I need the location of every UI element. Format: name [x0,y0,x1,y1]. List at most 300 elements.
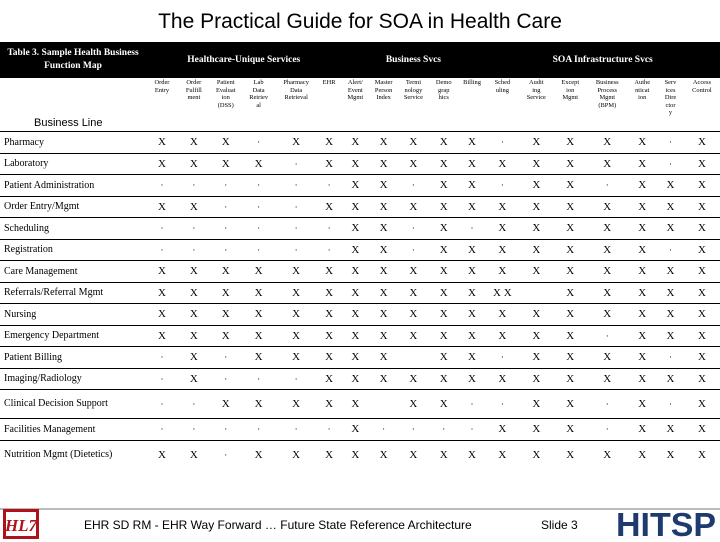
matrix-cell: · [459,390,486,419]
matrix-cell: X [657,368,684,390]
matrix-cell: X [429,440,459,469]
matrix-cell: X [587,440,627,469]
matrix-cell: X [553,390,587,419]
matrix-cell: X [242,390,276,419]
matrix-cell: X [519,325,553,347]
matrix-cell: X [657,440,684,469]
matrix-cell: X [519,218,553,240]
matrix-cell: X [485,218,519,240]
matrix-cell: X [657,261,684,283]
slide-number: Slide 3 [541,518,578,532]
matrix-cell: X [684,282,720,304]
matrix-cell: X [553,440,587,469]
matrix-cell: X [657,196,684,218]
matrix-cell: · [485,390,519,419]
matrix-cell: X [276,347,317,369]
table-row [0,218,720,240]
matrix-cell: X [587,368,627,390]
matrix-cell: X [341,419,369,441]
matrix-cell: X [459,282,486,304]
row-label: Nutrition Mgmt (Dietetics) [0,440,146,469]
matrix-cell: X [276,132,317,154]
matrix-cell: · [242,218,276,240]
row-label: Referrals/Referral Mgmt [0,282,146,304]
matrix-cell: X [178,261,210,283]
matrix-cell: · [429,419,459,441]
matrix-cell: · [459,419,486,441]
matrix-cell: X [178,153,210,175]
table-body [0,132,720,469]
column-header: Order Entry [154,79,170,94]
matrix-cell: · [276,196,317,218]
column-header: Access Control [692,79,712,94]
matrix-cell: X [178,282,210,304]
column-header: Serv ices Dire ctor y [664,79,677,117]
group-header-row [0,42,720,78]
table-row [0,132,720,154]
matrix-cell: X [429,347,459,369]
matrix-cell: X [684,368,720,390]
matrix-cell: · [587,390,627,419]
row-label: Pharmacy [0,132,146,154]
matrix-cell: X [684,175,720,197]
table-row [0,419,720,441]
matrix-cell: X [587,196,627,218]
matrix-cell: X [459,196,486,218]
matrix-cell: X [369,325,398,347]
matrix-cell: X [684,196,720,218]
matrix-cell: X [429,261,459,283]
matrix-cell: · [398,175,429,197]
matrix-cell: X [657,304,684,326]
matrix-cell: X [519,304,553,326]
matrix-cell: · [210,175,242,197]
matrix-cell: X [317,153,342,175]
matrix-cell: · [146,175,178,197]
matrix-cell: · [146,239,178,261]
matrix-cell: X [627,153,657,175]
matrix-cell: X [627,282,657,304]
matrix-cell: X [627,132,657,154]
table-row [0,347,720,369]
matrix-cell: · [242,175,276,197]
matrix-cell: X [210,282,242,304]
matrix-cell: X [657,282,684,304]
matrix-cell: · [242,368,276,390]
matrix-cell: X [210,325,242,347]
matrix-cell: · [178,239,210,261]
table-row [0,390,720,419]
matrix-cell: X [429,196,459,218]
matrix-cell: X [276,440,317,469]
matrix-cell: X [429,282,459,304]
matrix-cell: X [684,347,720,369]
matrix-cell: · [276,419,317,441]
matrix-cell: X [341,239,369,261]
matrix-cell: X [553,261,587,283]
matrix-cell: X [553,368,587,390]
matrix-cell: X [519,196,553,218]
matrix-cell: · [657,390,684,419]
matrix-cell: X [369,304,398,326]
matrix-cell: X [242,261,276,283]
matrix-cell: X [459,325,486,347]
matrix-cell: X [459,347,486,369]
matrix-cell: · [587,419,627,441]
matrix-cell [369,390,398,419]
column-header-row [0,78,720,132]
matrix-cell: X [317,132,342,154]
row-label: Patient Billing [0,347,146,369]
matrix-cell: X [341,196,369,218]
matrix-cell: X [429,239,459,261]
column-header: Sched uling [494,79,511,94]
matrix-cell: · [210,368,242,390]
column-header: EHR [322,79,336,86]
matrix-cell: X [341,132,369,154]
matrix-cell: X [627,175,657,197]
matrix-cell: X [146,132,178,154]
matrix-cell: X [627,218,657,240]
matrix-cell: X [627,261,657,283]
matrix-cell: · [317,419,342,441]
matrix-cell: · [485,347,519,369]
matrix-cell: X [178,368,210,390]
matrix-cell: X [485,196,519,218]
hl7-logo-text: HL7 [4,516,38,535]
matrix-cell: X [627,325,657,347]
matrix-cell: X [146,440,178,469]
matrix-cell: X [369,153,398,175]
matrix-cell: X [317,282,342,304]
matrix-cell: X [553,347,587,369]
matrix-cell: X [684,390,720,419]
matrix-cell: X [519,390,553,419]
matrix-cell: X [146,153,178,175]
matrix-cell: X [657,419,684,441]
matrix-cell: X [684,419,720,441]
matrix-cell: X [210,304,242,326]
matrix-cell: X [369,239,398,261]
column-header: Authe nticat ion [634,79,651,102]
matrix-cell: · [146,368,178,390]
business-line-header [0,78,146,132]
matrix-cell: X [684,440,720,469]
table-caption: Table 3. Sample Health Business Function Map [0,42,146,78]
matrix-cell: · [369,419,398,441]
matrix-cell: X [178,347,210,369]
row-label: Scheduling [0,218,146,240]
matrix-cell: X [587,239,627,261]
matrix-cell: X [317,390,342,419]
matrix-cell: X [627,419,657,441]
matrix-cell: · [657,132,684,154]
row-label: Nursing [0,304,146,326]
column-header: Demo grap hics [435,79,452,102]
business-line-label: Business Line [34,117,103,130]
row-label: Facilities Management [0,419,146,441]
column-header: Audit ing Service [526,79,546,102]
matrix-cell: X [627,196,657,218]
matrix-cell: X [684,261,720,283]
matrix-cell: X [398,368,429,390]
row-label: Emergency Department [0,325,146,347]
matrix-cell: X [178,440,210,469]
matrix-cell: X [317,440,342,469]
matrix-cell: X [553,132,587,154]
matrix-cell: X [398,261,429,283]
matrix-cell: X [459,175,486,197]
matrix-cell: · [485,175,519,197]
matrix-cell: X [587,347,627,369]
matrix-cell: X [485,419,519,441]
column-header: Alert/ Event Mgmt [347,79,364,102]
matrix-cell: X [210,153,242,175]
matrix-cell: X [459,440,486,469]
matrix-cell: X [459,261,486,283]
matrix-cell: · [317,175,342,197]
matrix-cell: · [276,153,317,175]
matrix-cell: · [587,325,627,347]
matrix-cell: X [369,218,398,240]
matrix-cell: X [178,325,210,347]
matrix-cell: X [242,282,276,304]
footer-text: EHR SD RM - EHR Way Forward … Future State Reference Architecture [84,518,472,532]
matrix-cell: X [242,440,276,469]
matrix-cell: X [485,304,519,326]
matrix-cell: X [146,304,178,326]
matrix-cell: X [146,261,178,283]
matrix-cell: X [341,390,369,419]
table-row [0,325,720,347]
matrix-cell: · [398,218,429,240]
matrix-cell: · [210,347,242,369]
table-row [0,196,720,218]
matrix-cell: X [429,218,459,240]
matrix-cell: X [398,304,429,326]
matrix-cell: X [519,368,553,390]
matrix-cell: X [553,282,587,304]
row-label: Laboratory [0,153,146,175]
matrix-cell: X [398,196,429,218]
matrix-cell: X [627,440,657,469]
matrix-cell: X [369,132,398,154]
matrix-cell: X [459,304,486,326]
column-header: Patient Evaluat ion (DSS) [215,79,236,109]
matrix-cell: X [242,153,276,175]
matrix-cell: X [276,282,317,304]
matrix-cell: · [242,196,276,218]
matrix-cell: X [429,175,459,197]
row-label: Order Entry/Mgmt [0,196,146,218]
matrix-cell: X [627,239,657,261]
matrix-cell: X [276,304,317,326]
matrix-cell: X [178,304,210,326]
table-row [0,304,720,326]
matrix-cell: X [485,440,519,469]
matrix-cell: · [317,218,342,240]
matrix-cell: X [369,196,398,218]
matrix-cell: X [684,325,720,347]
matrix-cell: X [627,368,657,390]
matrix-cell: X [553,196,587,218]
matrix-cell: X [684,239,720,261]
row-label: Patient Administration [0,175,146,197]
column-header: Termi nology Service [403,79,423,102]
matrix-cell: · [146,347,178,369]
matrix-cell: X [317,368,342,390]
matrix-cell: X [587,132,627,154]
matrix-cell: X [519,261,553,283]
matrix-cell: X [485,325,519,347]
matrix-cell: · [657,153,684,175]
matrix-cell: X [341,153,369,175]
matrix-cell: X [459,239,486,261]
matrix-cell: · [146,218,178,240]
matrix-cell: · [210,239,242,261]
matrix-cell: X [369,261,398,283]
matrix-cell: · [657,239,684,261]
matrix-cell: X [369,347,398,369]
matrix-cell: X [429,132,459,154]
matrix-cell: X [519,347,553,369]
matrix-cell: · [178,175,210,197]
matrix-cell: X [276,390,317,419]
matrix-cell: X [242,325,276,347]
matrix-cell: X [210,261,242,283]
matrix-cell: X [627,390,657,419]
matrix-cell: · [485,132,519,154]
matrix-cell: · [210,419,242,441]
matrix-cell: X [684,132,720,154]
matrix-cell: X [146,196,178,218]
matrix-cell: X [242,304,276,326]
matrix-cell: · [398,239,429,261]
matrix-cell: X [398,325,429,347]
matrix-cell: X [369,175,398,197]
matrix-cell: · [276,239,317,261]
matrix-cell: X [684,304,720,326]
matrix-cell: · [242,239,276,261]
matrix-cell: X [276,261,317,283]
matrix-cell: X [657,218,684,240]
matrix-cell: X [684,218,720,240]
matrix-cell: X [553,153,587,175]
matrix-cell: X [369,282,398,304]
matrix-cell: X [519,239,553,261]
matrix-cell: X [178,196,210,218]
matrix-cell: X [553,419,587,441]
group-header-soa: SOA Infrastructure Svcs [485,42,720,78]
table-row [0,440,720,469]
matrix-cell: X [627,304,657,326]
matrix-cell: X [519,175,553,197]
hl7-logo [3,509,39,539]
matrix-cell: · [146,419,178,441]
row-label: Registration [0,239,146,261]
matrix-cell: X [485,153,519,175]
row-label: Clinical Decision Support [0,390,146,419]
matrix-cell: X [657,325,684,347]
matrix-cell: X [519,440,553,469]
matrix-cell: · [242,419,276,441]
matrix-cell: X [519,419,553,441]
matrix-cell: X [317,325,342,347]
column-header: Master Person Index [374,79,393,102]
group-header-healthcare: Healthcare-Unique Services [146,42,341,78]
matrix-cell: · [178,419,210,441]
table-row [0,261,720,283]
matrix-cell: · [210,218,242,240]
matrix-cell: · [317,239,342,261]
matrix-cell: X [341,218,369,240]
matrix-cell: X [587,282,627,304]
matrix-cell: · [178,390,210,419]
matrix-cell: X [429,325,459,347]
matrix-cell: X [317,304,342,326]
matrix-cell: X [341,261,369,283]
matrix-cell: X [485,239,519,261]
row-label: Imaging/Radiology [0,368,146,390]
matrix-cell: X [553,175,587,197]
matrix-cell: · [398,419,429,441]
matrix-cell: X [398,440,429,469]
matrix-cell: X X [485,282,519,304]
matrix-cell: X [276,325,317,347]
matrix-cell: X [341,304,369,326]
matrix-cell: X [146,325,178,347]
matrix-cell: · [276,175,317,197]
column-header: Order Fulfill ment [185,79,202,102]
matrix-cell: · [276,368,317,390]
matrix-cell: X [178,132,210,154]
matrix-cell: X [485,368,519,390]
matrix-cell: X [341,282,369,304]
matrix-cell: X [429,368,459,390]
matrix-cell: X [657,175,684,197]
matrix-cell: X [341,325,369,347]
matrix-cell: X [587,153,627,175]
column-header: Billing [463,79,481,86]
matrix-cell: X [553,304,587,326]
matrix-cell: · [459,218,486,240]
matrix-cell: X [242,347,276,369]
matrix-cell [519,282,553,304]
matrix-cell: · [210,440,242,469]
matrix-cell: X [398,153,429,175]
matrix-cell: X [398,390,429,419]
row-label: Care Management [0,261,146,283]
matrix-cell: X [146,282,178,304]
group-header-business: Business Svcs [341,42,485,78]
table-row [0,175,720,197]
matrix-cell: X [341,347,369,369]
business-function-map-table [0,42,720,469]
matrix-cell: X [341,440,369,469]
matrix-cell: X [341,175,369,197]
matrix-cell: X [485,261,519,283]
matrix-cell: X [519,132,553,154]
matrix-cell: X [429,390,459,419]
matrix-cell [398,347,429,369]
matrix-cell: X [587,304,627,326]
matrix-cell: · [657,347,684,369]
matrix-cell: X [587,261,627,283]
matrix-cell: X [317,196,342,218]
matrix-cell: X [369,368,398,390]
table-row [0,282,720,304]
matrix-cell: X [627,347,657,369]
